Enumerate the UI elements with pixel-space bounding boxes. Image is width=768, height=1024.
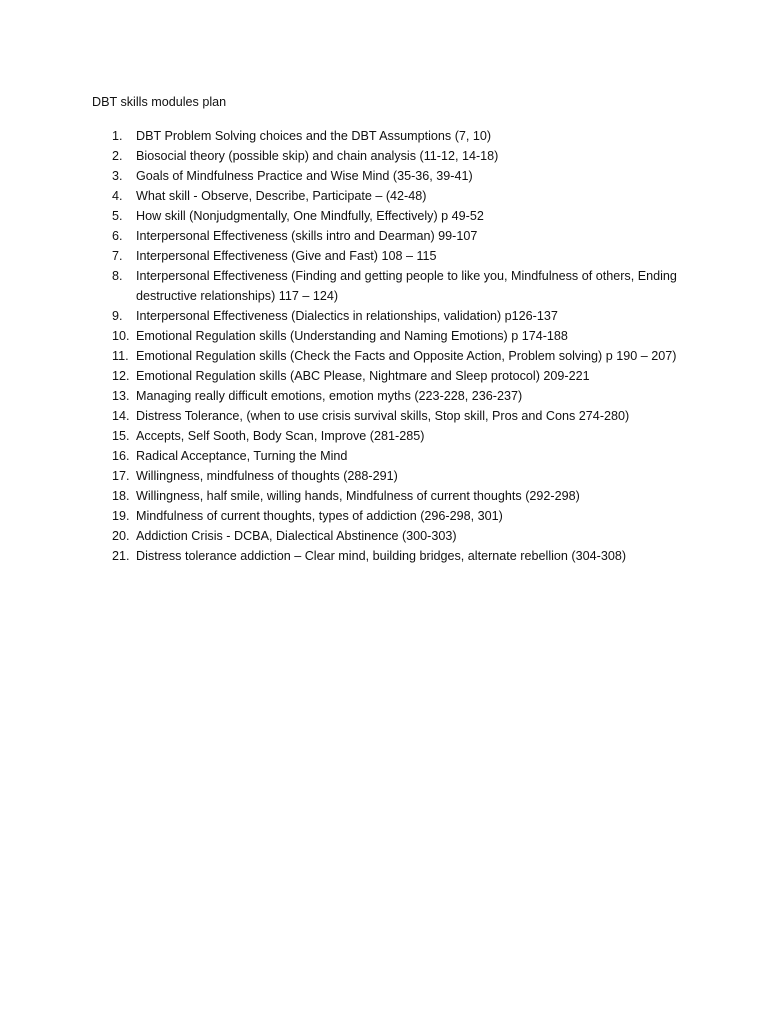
list-item-number: 11. <box>112 349 129 363</box>
list-item-number: 21. <box>112 549 130 563</box>
list-item-number: 10. <box>112 329 130 343</box>
list-item-text: How skill (Nonjudgmentally, One Mindfully, Effectively) p 49-52 <box>136 209 484 223</box>
list-item <box>0 126 768 146</box>
list-item-number: 12. <box>112 369 130 383</box>
list-item-number: 9. <box>112 309 123 323</box>
list-item-text: Willingness, mindfulness of thoughts (288-291) <box>136 469 398 483</box>
list-item <box>0 546 768 566</box>
list-item <box>0 526 768 546</box>
list-item-text: Accepts, Self Sooth, Body Scan, Improve (281-285) <box>136 429 425 443</box>
list-item <box>0 446 768 466</box>
list-item-number: 15. <box>112 429 130 443</box>
list-item-number: 18. <box>112 489 130 503</box>
list-item-number: 6. <box>112 229 123 243</box>
list-item <box>0 266 768 306</box>
list-item-text: Addiction Crisis - DCBA, Dialectical Abstinence (300-303) <box>136 529 457 543</box>
list-item-text: Interpersonal Effectiveness (skills intro and Dearman) 99-107 <box>136 229 478 243</box>
list-item <box>0 486 768 506</box>
list-item-text: Distress Tolerance, (when to use crisis survival skills, Stop skill, Pros and Cons 274-280) <box>136 409 630 423</box>
list-item <box>0 346 768 366</box>
list-item-number: 16. <box>112 449 130 463</box>
list-item-text: What skill - Observe, Describe, Participate – (42-48) <box>136 189 427 203</box>
list-item <box>0 166 768 186</box>
list-item <box>0 466 768 486</box>
list-item <box>0 326 768 346</box>
list-item-text: Biosocial theory (possible skip) and chain analysis (11-12, 14-18) <box>136 149 499 163</box>
list-item-number: 1. <box>112 129 123 143</box>
list-item-number: 2. <box>112 149 123 163</box>
list-item <box>0 406 768 426</box>
list-item-number: 5. <box>112 209 123 223</box>
list-item-number: 19. <box>112 509 130 523</box>
list-item <box>0 146 768 166</box>
list-item <box>0 366 768 386</box>
list-item-number: 4. <box>112 189 123 203</box>
list-item <box>0 226 768 246</box>
list-item <box>0 386 768 406</box>
list-item-text: Interpersonal Effectiveness (Dialectics in relationships, validation) p126-137 <box>136 309 558 323</box>
list-item-number: 3. <box>112 169 123 183</box>
list-item-number: 14. <box>112 409 130 423</box>
list-item-text: Managing really difficult emotions, emotion myths (223-228, 236-237) <box>136 389 523 403</box>
list-item-text: Emotional Regulation skills (Understanding and Naming Emotions) p 174-188 <box>136 329 568 343</box>
list-item-text: DBT Problem Solving choices and the DBT Assumptions (7, 10) <box>136 129 492 143</box>
list-item <box>0 206 768 226</box>
list-item <box>0 186 768 206</box>
list-item-text: Distress tolerance addiction – Clear mind, building bridges, alternate rebellion (304-308) <box>136 549 627 563</box>
modules-list <box>0 126 768 566</box>
list-item-number: 17. <box>112 469 130 483</box>
list-item <box>0 426 768 446</box>
list-item <box>0 506 768 526</box>
list-item-number: 7. <box>112 249 123 263</box>
list-item-text: Radical Acceptance, Turning the Mind <box>136 449 348 463</box>
list-item-number: 20. <box>112 529 130 543</box>
list-item-text: Goals of Mindfulness Practice and Wise Mind (35-36, 39-41) <box>136 169 473 183</box>
list-item-number: 13. <box>112 389 130 403</box>
list-item-text: Emotional Regulation skills (Check the Facts and Opposite Action, Problem solving) p 190 – 207) <box>136 349 677 363</box>
list-item <box>0 306 768 326</box>
document-title: DBT skills modules plan <box>92 95 227 109</box>
list-item-text: Willingness, half smile, willing hands, Mindfulness of current thoughts (292-298) <box>136 489 580 503</box>
list-item-text: Interpersonal Effectiveness (Finding and getting people to like you, Mindfulness of others, Ending destructive relationships) 117 – 124) <box>136 269 677 303</box>
list-item <box>0 246 768 266</box>
list-item-text: Emotional Regulation skills (ABC Please, Nightmare and Sleep protocol) 209-221 <box>136 369 590 383</box>
list-item-text: Mindfulness of current thoughts, types of addiction (296-298, 301) <box>136 509 503 523</box>
list-item-number: 8. <box>112 269 123 283</box>
list-item-text: Interpersonal Effectiveness (Give and Fast) 108 – 115 <box>136 249 437 263</box>
